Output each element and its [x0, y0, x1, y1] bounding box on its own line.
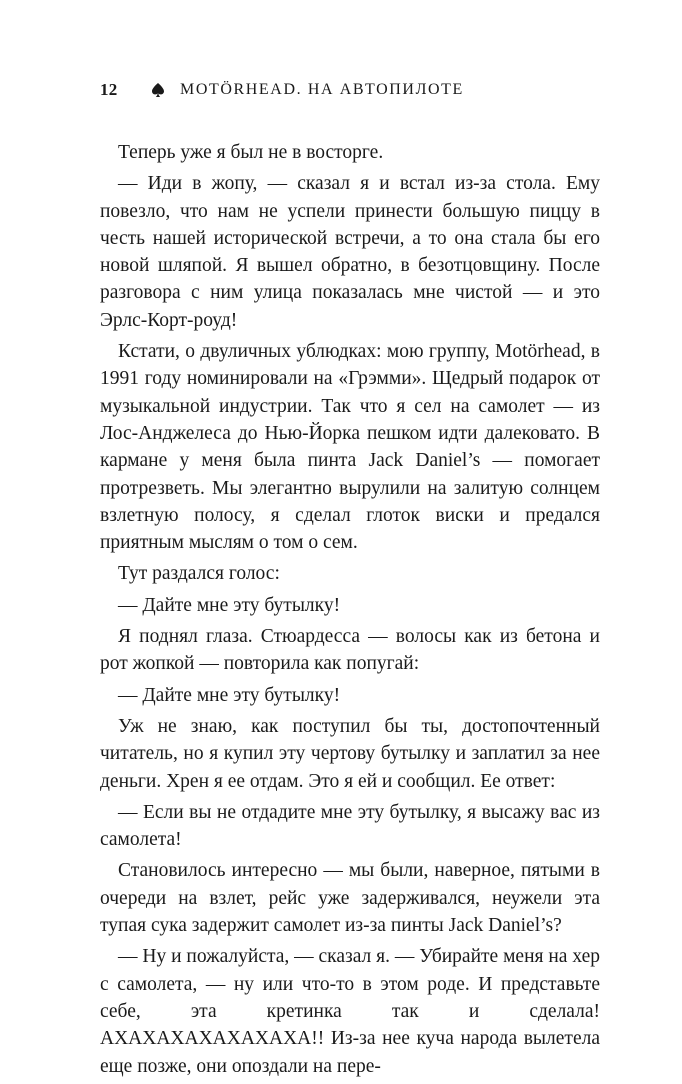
- paragraph: — Дайте мне эту бутылку!: [118, 594, 341, 616]
- paragraph: Уж не знаю, как поступил бы ты, достопочтенный читатель, но я купил эту чертову бутылку и заплатил за нее деньги. Хрен я ее отдам. Это я ей и сообщил. Ее ответ:: [100, 715, 600, 792]
- spade-icon: [150, 82, 166, 98]
- running-title: MOTÖRHEAD. НА АВТОПИЛОТЕ: [180, 81, 464, 98]
- running-head: [100, 78, 464, 102]
- paragraph: — Ну и пожалуйста, — сказал я. — Убирайте меня на хер с самолета, — ну или что-то в этом роде. И представьте себе, эта кретинка так и сделала! АХАХАХАХАХАХАХА!! Из-за нее куча народа вылетела еще позже, они опоздали на пере-: [100, 946, 600, 1077]
- paragraph: — Если вы не отдадите мне эту бутылку, я высажу вас из самолета!: [100, 801, 600, 851]
- paragraph: — Иди в жопу, — сказал я и встал из-за стола. Ему повезло, что нам не успели принести большую пиццу в честь нашей исторической встречи, а то она стала бы его новой шляпой. Я вышел обратно, в безотцовщину. После разговора с ним улица показалась мне чистой — и это Эрлс-Корт-роуд!: [100, 173, 600, 331]
- paragraph: Тут раздался голос:: [118, 563, 280, 585]
- paragraph: Теперь уже я был не в восторге.: [118, 142, 384, 163]
- paragraph: Кстати, о двуличных ублюдках: мою группу, Motörhead, в 1991 году номинировали на «Грэмми». Щедрый подарок от музыкальной индустрии. Так что я сел на самолет — из Лос-Анджелеса до Нью-Йорка пешком идти далековато. В кармане у меня была пинта Jack Daniel’s — помогает протрезветь. Мы элегантно вырулили на залитую солнцем взлетную полосу, я сделал глоток виски и предался приятным мыслям о том о сем.: [100, 341, 600, 554]
- paragraph: Я поднял глаза. Стюардесса — волосы как из бетона и рот жопкой — повторила как попугай:: [100, 626, 600, 675]
- paragraph: — Дайте мне эту бутылку!: [118, 684, 341, 706]
- body-text: [100, 139, 600, 1084]
- page-number: 12: [100, 80, 118, 99]
- paragraph: Становилось интересно — мы были, наверное, пятыми в очереди на взлет, рейс уже задерживался, неужели эта тупая сука задержит самолет из-за пинты Jack Daniel’s?: [100, 860, 600, 937]
